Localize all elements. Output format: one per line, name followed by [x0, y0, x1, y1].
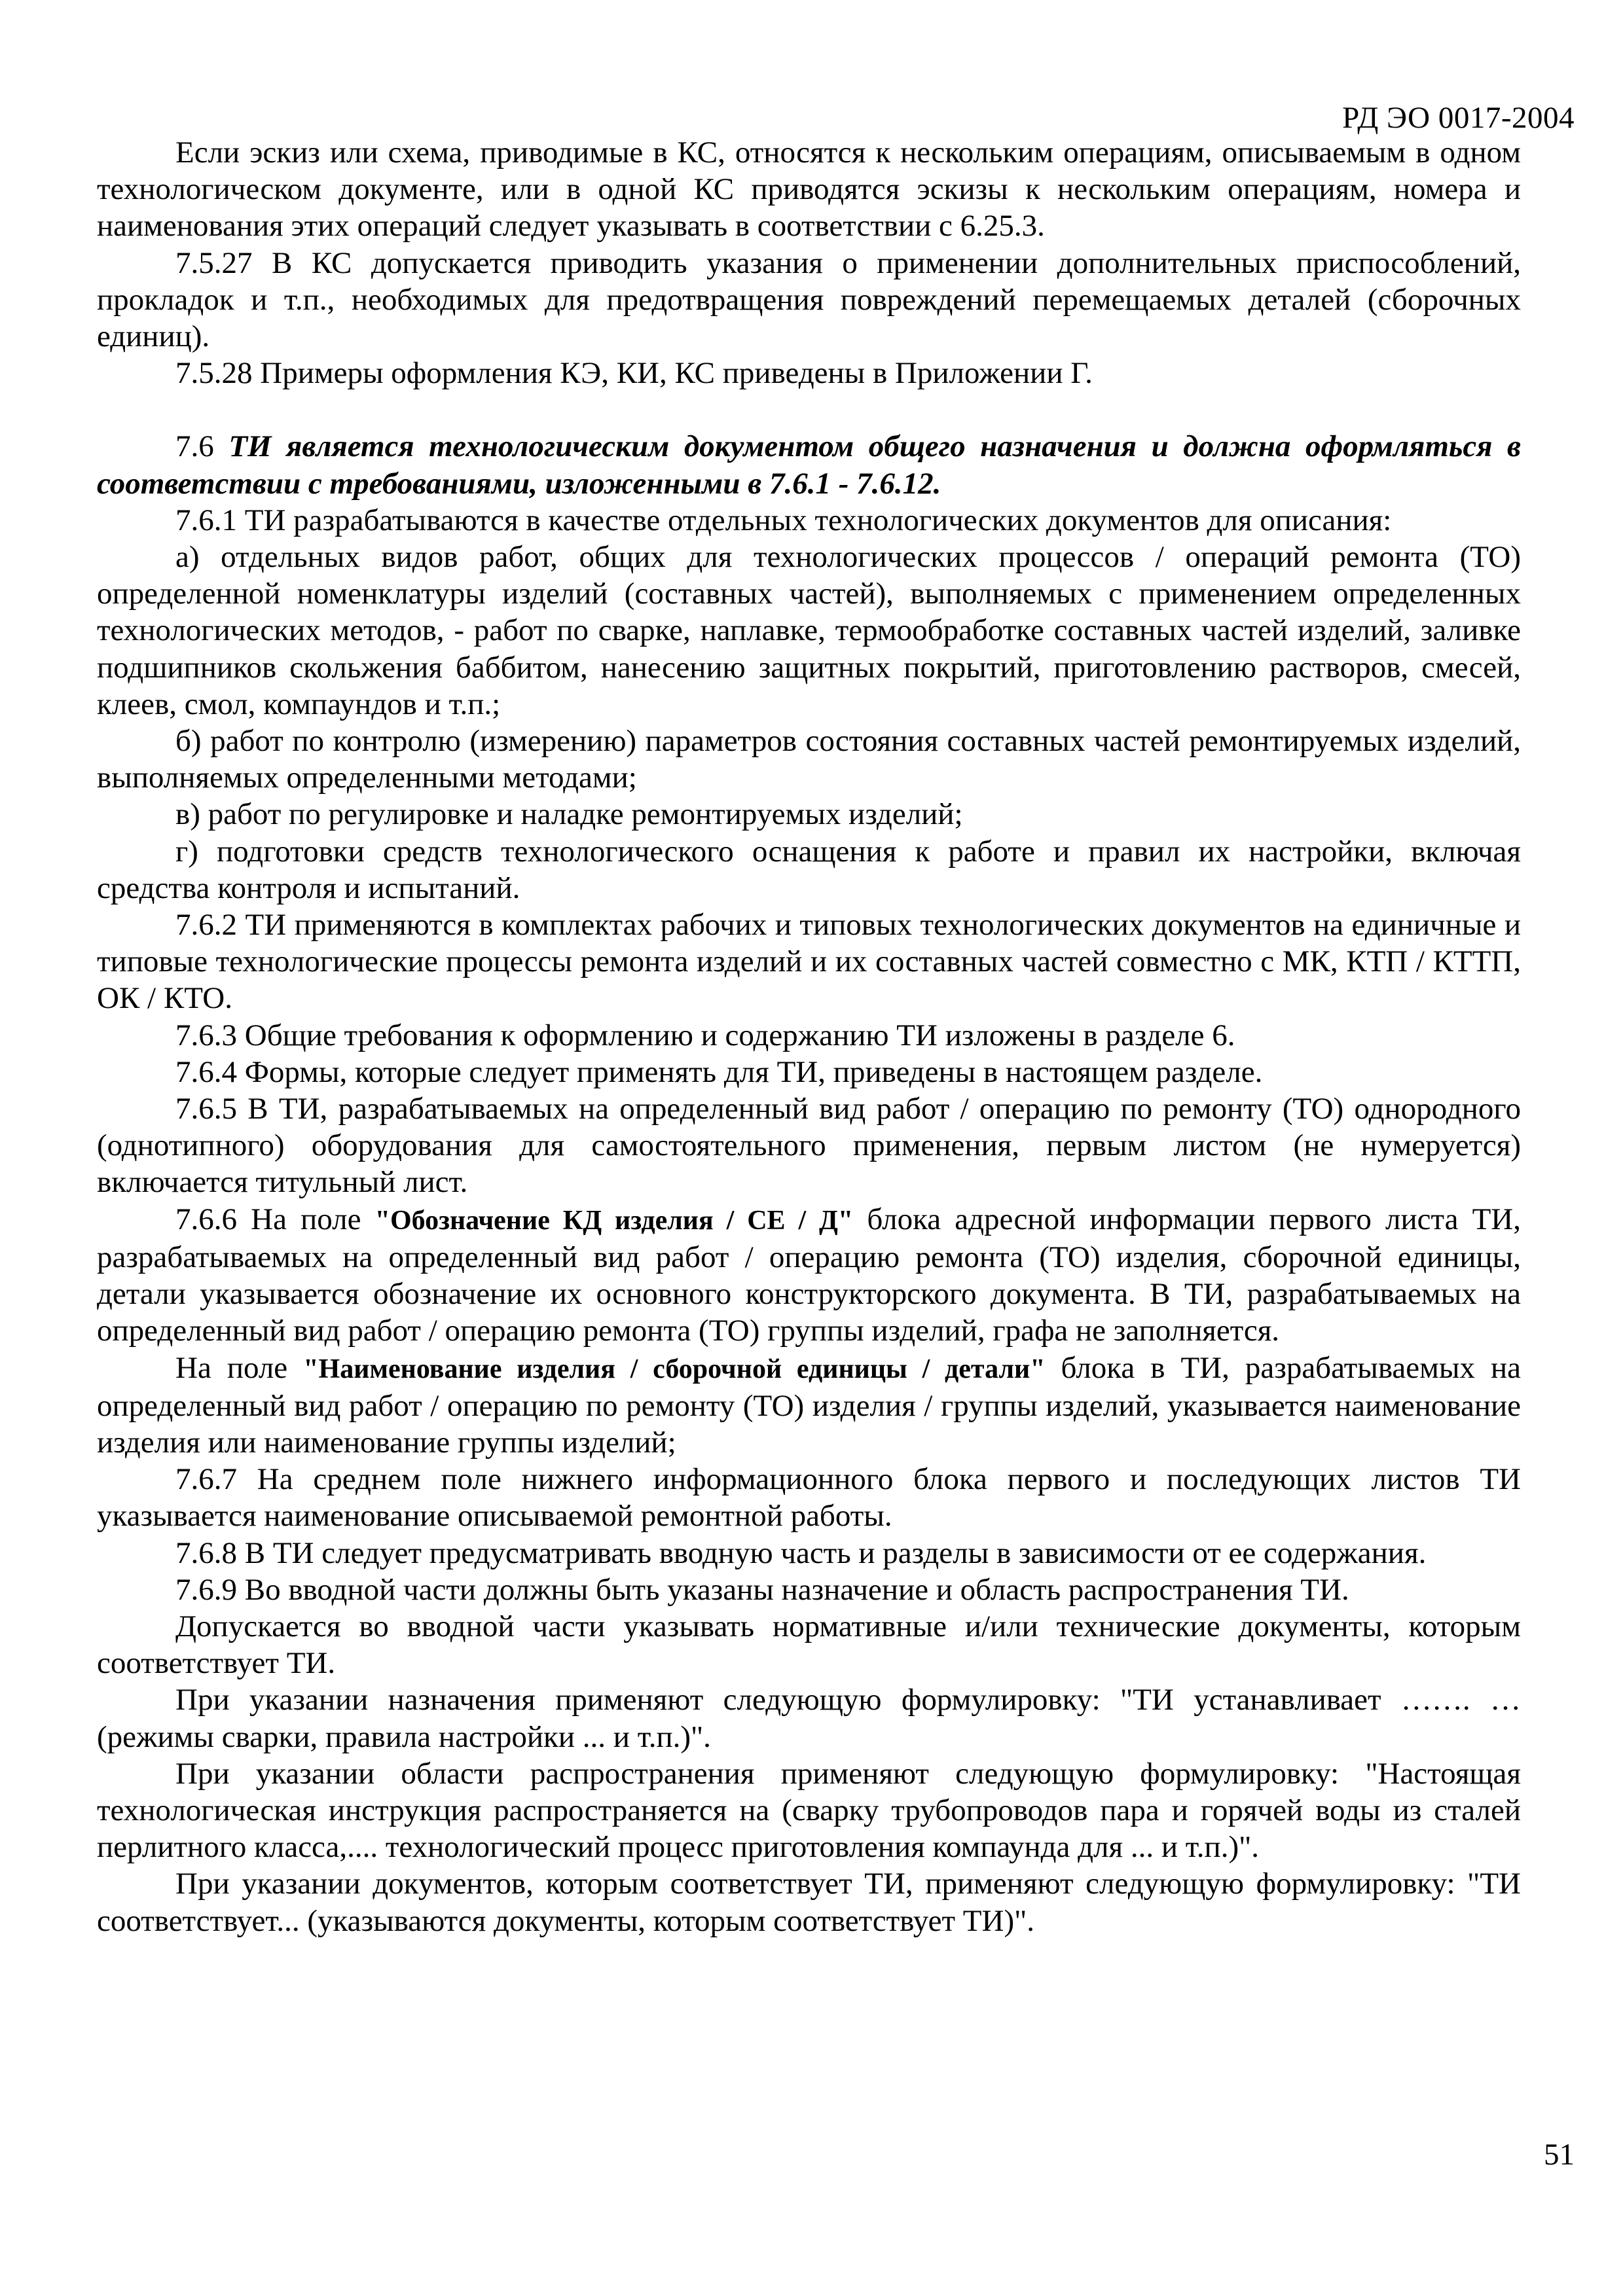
- paragraph-7-6-3: 7.6.3 Общие требования к оформлению и содержанию ТИ изложены в разделе 6.: [175, 1018, 1235, 1052]
- paragraph-7-6-7: 7.6.7 На среднем поле нижнего информационного блока первого и последующих листов ТИ указывается наименование описываемой ремонтной работы.: [97, 1462, 1521, 1534]
- paragraph-intro-documents: Допускается во вводной части указывать нормативные и/или технические документы, которым соответствует ТИ.: [97, 1609, 1521, 1681]
- section-number: 7.6: [175, 429, 214, 464]
- page-number: 51: [1544, 2138, 1575, 2172]
- paragraph-scope-wording: При указании области распространения применяют следующую формулировку: "Настоящая технологическая инструкция распространяется на (сварку трубопроводов пара и горячей воды из сталей перлитного класса,.... технологический процесс приготовления компаунда для ... и т.п.)".: [97, 1756, 1521, 1865]
- section-heading-text: ТИ является технологическим документом общего назначения и должна оформляться в соответствии с требованиями, изложенными в 7.6.1 - 7.6.12.: [97, 429, 1521, 501]
- paragraph-7-6-5: 7.6.5 В ТИ, разрабатываемых на определенный вид работ / операцию по ремонту (ТО) однородного (однотипного) оборудования для самостоятельного применения, первым листом (не нумеруется) включается титульный лист.: [97, 1092, 1521, 1200]
- document-body: [97, 134, 1521, 1939]
- document-code: РД ЭО 0017-2004: [1342, 101, 1575, 135]
- field-name-kd-designation: "Обозначение КД изделия / СЕ / Д": [374, 1205, 854, 1236]
- paragraph-purpose-wording: При указании назначения применяют следующую формулировку: "ТИ устанавливает ……. …(режимы сварки, правила настройки ... и т.п.)".: [97, 1683, 1521, 1754]
- paragraph-7-5-27: 7.5.27 В КС допускается приводить указания о применении дополнительных приспособлений, прокладок и т.п., необходимых для предотвращения повреждений перемещаемых деталей (сборочных единиц).: [97, 245, 1521, 354]
- list-item-g: г) подготовки средств технологического оснащения к работе и правил их настройки, включая средства контроля и испытаний.: [97, 834, 1521, 905]
- paragraph-conformity-wording: При указании документов, которым соответствует ТИ, применяют следующую формулировку: "ТИ соответствует... (указываются документы, которым соответствует ТИ)".: [97, 1867, 1521, 1938]
- paragraph-7-6-4: 7.6.4 Формы, которые следует применять для ТИ, приведены в настоящем разделе.: [175, 1054, 1263, 1089]
- paragraph-7-6-8: 7.6.8 В ТИ следует предусматривать вводную часть и разделы в зависимости от ее содержания.: [175, 1535, 1427, 1570]
- list-item-a: а) отдельных видов работ, общих для технологических процессов / операций ремонта (ТО) определенной номенклатуры изделий (составных частей), выполняемых с применением определенных технологических методов, - работ по сварке, наплавке, термообработке составных частей изделий, заливке подшипников скольжения баббитом, нанесению защитных покрытий, приготовлению растворов, смесей, клеев, смол, компаундов и т.п.;: [97, 540, 1521, 721]
- paragraph-name-field: На поле "Наименование изделия / сборочной единицы / детали" блока в ТИ, разрабатываемых на определенный вид работ / операцию по ремонту (ТО) изделия / группы изделий, указывается наименование изделия или наименование группы изделий;: [97, 1350, 1521, 1460]
- paragraph-7-6-9: 7.6.9 Во вводной части должны быть указаны назначение и область распространения ТИ.: [175, 1572, 1349, 1607]
- paragraph-7-5-28: 7.5.28 Примеры оформления КЭ, КИ, КС приведены в Приложении Г.: [175, 356, 1093, 391]
- paragraph-sketch-operations: Если эскиз или схема, приводимые в КС, относятся к нескольким операциям, описываемым в одном технологическом документе, или в одной КС приводятся эскизы к нескольким операциям, номера и наименования этих операций следует указывать в соответствии с 6.25.3.: [97, 135, 1521, 243]
- list-item-v: в) работ по регулировке и наладке ремонтируемых изделий;: [175, 797, 963, 832]
- paragraph-7-6-6: 7.6.6 На поле "Обозначение КД изделия / СЕ / Д" блока адресной информации первого листа ТИ, разрабатываемых на определенный вид работ / операцию ремонта (ТО) изделия, сборочной единицы, детали указывается обозначение их основного конструкторского документа. В ТИ, разрабатываемых на определенный вид работ / операцию ремонта (ТО) группы изделий, графа не заполняется.: [97, 1202, 1521, 1348]
- section-heading-7-6: [97, 428, 1521, 501]
- paragraph-7-6-1: 7.6.1 ТИ разрабатываются в качестве отдельных технологических документов для описания:: [175, 503, 1392, 537]
- field-name-product-name: "Наименование изделия / сборочной единицы / детали": [303, 1354, 1046, 1384]
- list-item-b: б) работ по контролю (измерению) параметров состояния составных частей ремонтируемых изделий, выполняемых определенными методами;: [97, 724, 1521, 795]
- paragraph-7-6-2: 7.6.2 ТИ применяются в комплектах рабочих и типовых технологических документов на единичные и типовые технологические процессы ремонта изделий и их составных частей совместно с МК, КТП / КТТП, ОК / КТО.: [97, 908, 1521, 1016]
